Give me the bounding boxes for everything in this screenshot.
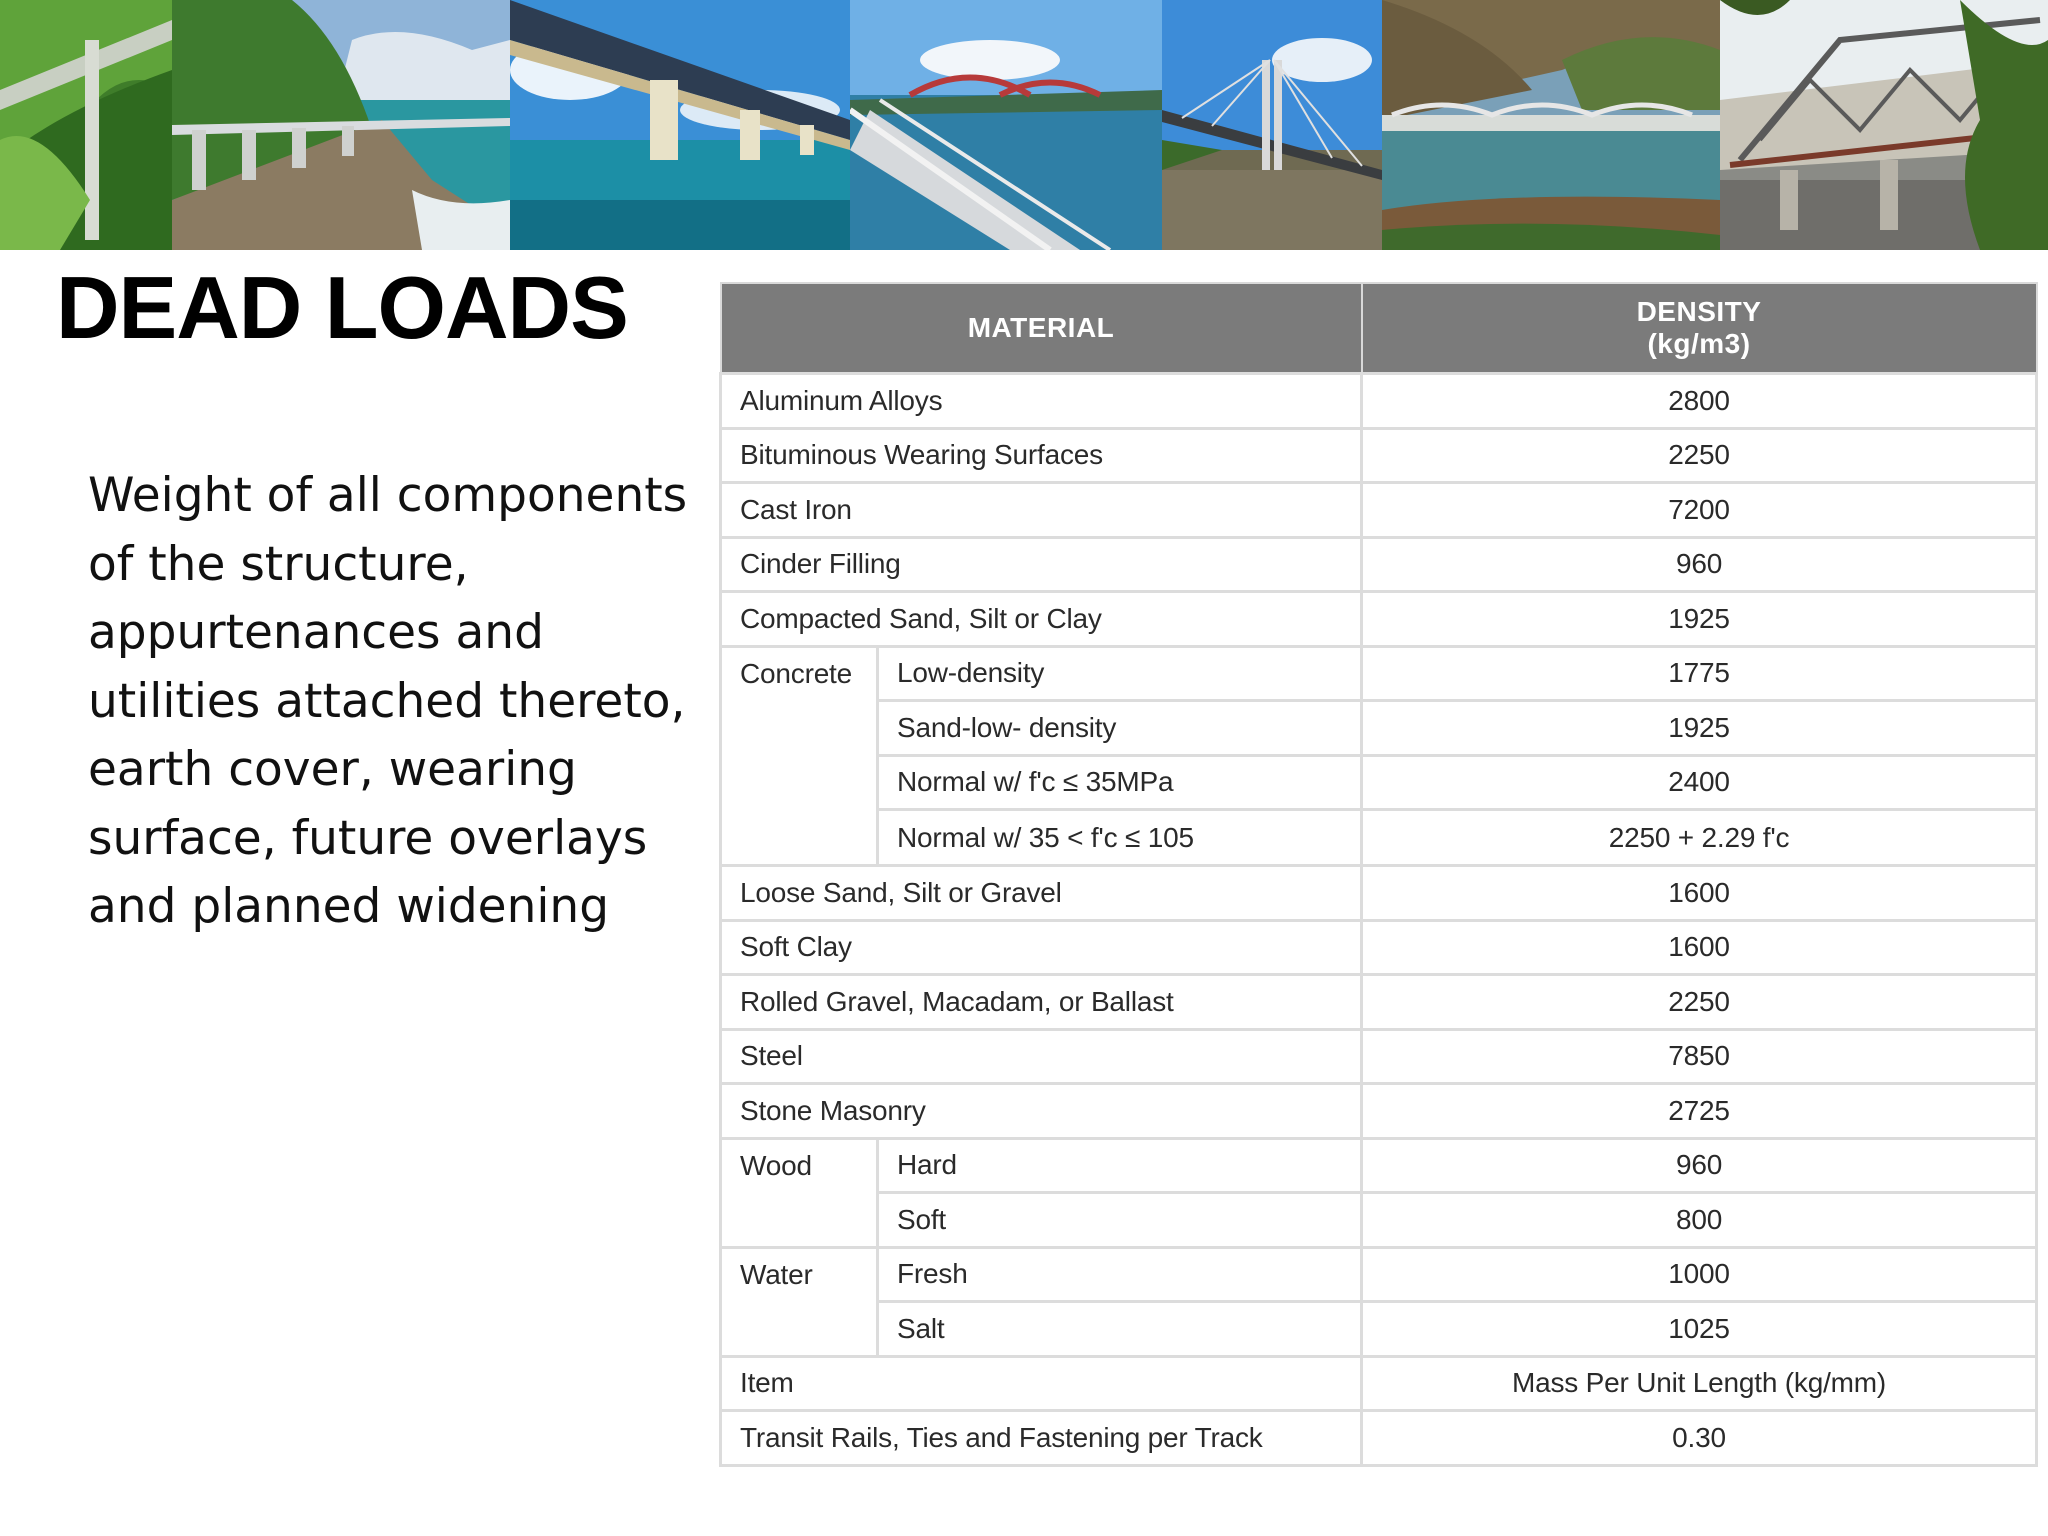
material-cell: Cast Iron bbox=[721, 483, 1362, 538]
density-cell: 2250 bbox=[1362, 428, 2037, 483]
group-cell-concrete: Concrete bbox=[721, 646, 878, 866]
sub-material-cell: Sand-low- density bbox=[878, 701, 1362, 756]
sub-material-cell: Hard bbox=[878, 1138, 1362, 1193]
photo-banner bbox=[0, 0, 2048, 250]
table-row bbox=[721, 920, 2037, 975]
density-cell: 1925 bbox=[1362, 701, 2037, 756]
table-row bbox=[721, 1029, 2037, 1084]
material-cell: Loose Sand, Silt or Gravel bbox=[721, 866, 1362, 921]
density-cell: 960 bbox=[1362, 1138, 2037, 1193]
sub-material-cell: Salt bbox=[878, 1302, 1362, 1357]
group-cell-water: Water bbox=[721, 1247, 878, 1356]
table-header-row bbox=[721, 283, 2037, 374]
material-cell: Cinder Filling bbox=[721, 537, 1362, 592]
density-cell: 7200 bbox=[1362, 483, 2037, 538]
item-header-row bbox=[721, 1356, 2037, 1411]
steel-truss-bridge-photo bbox=[1720, 0, 2048, 250]
density-cell: 1925 bbox=[1362, 592, 2037, 647]
sub-material-cell: Normal w/ f'c ≤ 35MPa bbox=[878, 755, 1362, 810]
table-row bbox=[721, 1138, 2037, 1193]
sub-material-cell: Low-density bbox=[878, 646, 1362, 701]
density-cell: 2250 bbox=[1362, 975, 2037, 1030]
table-row bbox=[721, 1193, 2037, 1248]
table-row bbox=[721, 428, 2037, 483]
group-cell-wood: Wood bbox=[721, 1138, 878, 1247]
density-cell: 7850 bbox=[1362, 1029, 2037, 1084]
density-cell: 2400 bbox=[1362, 755, 2037, 810]
cable-stayed-bridge-photo bbox=[1162, 0, 1382, 250]
arch-bridge-photo bbox=[850, 0, 1162, 250]
header-material: MATERIAL bbox=[721, 283, 1362, 374]
header-density-unit: (kg/m3) bbox=[1647, 328, 1751, 359]
density-cell: 1775 bbox=[1362, 646, 2037, 701]
density-table bbox=[719, 282, 2035, 1467]
table-row bbox=[721, 755, 2037, 810]
mountain-viaduct-photo bbox=[0, 0, 172, 250]
coastal-viaduct-photo bbox=[172, 0, 510, 250]
table-row bbox=[721, 975, 2037, 1030]
table-row bbox=[721, 483, 2037, 538]
density-cell: 2800 bbox=[1362, 374, 2037, 429]
density-cell: 1600 bbox=[1362, 866, 2037, 921]
header-density bbox=[1362, 283, 2037, 374]
density-cell: 2725 bbox=[1362, 1084, 2037, 1139]
density-cell: 2250 + 2.29 f'c bbox=[1362, 810, 2037, 866]
table-row bbox=[721, 537, 2037, 592]
table-row bbox=[721, 374, 2037, 429]
density-cell: 960 bbox=[1362, 537, 2037, 592]
sub-material-cell: Fresh bbox=[878, 1247, 1362, 1302]
table-row bbox=[721, 1084, 2037, 1139]
sub-material-cell: Normal w/ 35 < f'c ≤ 105 bbox=[878, 810, 1362, 866]
material-cell: Stone Masonry bbox=[721, 1084, 1362, 1139]
table-row bbox=[721, 810, 2037, 866]
truss-bridge-over-river-photo bbox=[1382, 0, 1720, 250]
density-cell: 800 bbox=[1362, 1193, 2037, 1248]
slide-body-text: Weight of all components of the structure, appurtenances and utilities attached thereto, earth cover, wearing surface, future overlays and planned widening bbox=[88, 468, 688, 934]
density-table-grid bbox=[719, 282, 2038, 1467]
material-cell: Steel bbox=[721, 1029, 1362, 1084]
material-cell: Bituminous Wearing Surfaces bbox=[721, 428, 1362, 483]
table-row bbox=[721, 592, 2037, 647]
density-cell: 1600 bbox=[1362, 920, 2037, 975]
item-header-cell: Item bbox=[721, 1356, 1362, 1411]
header-density-label: DENSITY bbox=[1636, 296, 1762, 327]
bridge-over-sea-photo bbox=[510, 0, 850, 250]
slide-title: DEAD LOADS bbox=[56, 258, 628, 357]
mass-cell: 0.30 bbox=[1362, 1411, 2037, 1466]
density-cell: 1025 bbox=[1362, 1302, 2037, 1357]
material-cell: Aluminum Alloys bbox=[721, 374, 1362, 429]
sub-material-cell: Soft bbox=[878, 1193, 1362, 1248]
material-cell: Rolled Gravel, Macadam, or Ballast bbox=[721, 975, 1362, 1030]
material-cell: Compacted Sand, Silt or Clay bbox=[721, 592, 1362, 647]
table-row bbox=[721, 1302, 2037, 1357]
table-row bbox=[721, 1411, 2037, 1466]
mass-header-cell: Mass Per Unit Length (kg/mm) bbox=[1362, 1356, 2037, 1411]
table-row bbox=[721, 866, 2037, 921]
table-row bbox=[721, 701, 2037, 756]
material-cell: Soft Clay bbox=[721, 920, 1362, 975]
item-cell: Transit Rails, Ties and Fastening per Track bbox=[721, 1411, 1362, 1466]
table-row bbox=[721, 1247, 2037, 1302]
table-row bbox=[721, 646, 2037, 701]
density-cell: 1000 bbox=[1362, 1247, 2037, 1302]
